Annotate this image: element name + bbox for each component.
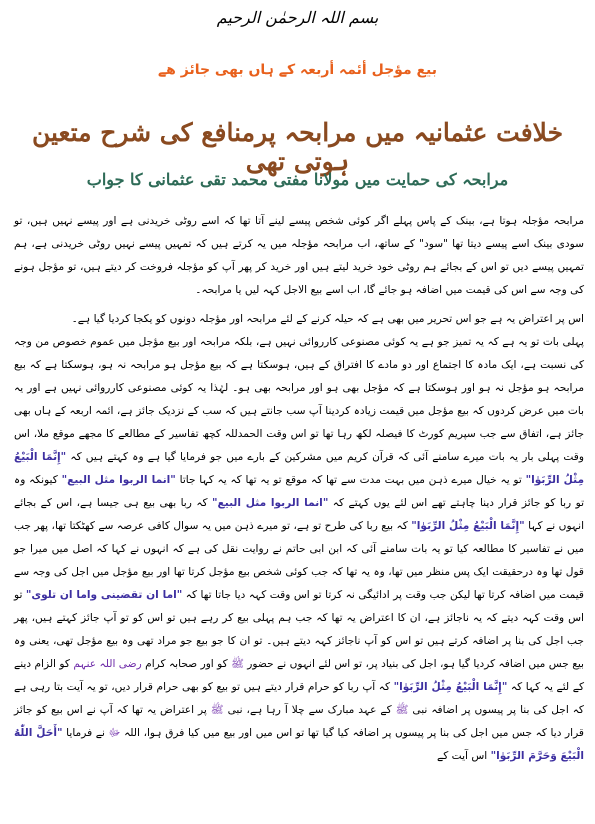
paragraph-3-cont5: تو اس وقت کہہ دیتے کہ یہ ناجائز ہے، ان کا اعتراض یہ تھا کہ جب ہم پہلی بیع کر رہے ہیں تو اس کو تو آپ جائز کہتے ہیں، پھر جب اجل کی بنا پر اضافہ کرتے ہیں تو اس کو آپ ناجائز کہہ دیتے ہیں۔ تو ان کا جو بیع جو مراد تھی وہ بیع مؤجل تھی، یعنی وہ بیع جس میں اضافہ کردیا گیا ہو، اجل کی بنیاد پر، تو اس لئے انہوں نے حضور [14, 589, 584, 670]
paragraph-3-cont8: کہ آپ ربا کو حرام قرار دیتے ہیں تو بیع کو بھی حرام قرار دیں، تو یہ آیت بتا رہی ہے کہ اجل کی بنا پر پیسوں پر اضافہ نبی [14, 681, 584, 716]
quote-urdu-2: "انما الربوا مثل البیع" [212, 497, 329, 509]
paragraph-1: مرابحہ مؤجلہ ہوتا ہے، بینک کے پاس پہلے اگر کوئی شخص پیسے لینے آتا تھا کہ اسے روٹی خریدنی ہے اور پیسے نہیں ہیں، تو سودی بینک اسے پیسے دیتا تھا "سود" کے ساتھ، اب مرابحہ مؤجلہ میں یہ کرتے ہیں کہ تمہیں پیسے نہیں روٹی خریدنی ہے، ہم تمہیں پیسے دیں تو اس کے بجائے ہم روٹی خود خرید لیتے ہیں اور خرید کر پھر آپ کو مؤجلہ فروخت کر دیتے ہیں، تو مؤجل ہونے کی وجہ سے اس کی قیمت میں اضافہ ہو جائے گا، اب اسے بیع الاجل کہہ لیں یا مرابحہ۔ [14, 215, 584, 296]
paragraph-3-cont7: کو الزام دینے کے لئے یہ کہا کہ [14, 658, 584, 693]
quote-urdu-1: "انما الربوا مثل البیع" [61, 474, 176, 486]
page-title: خلافت عثمانیہ میں مرابحہ پرمنافع کی شرح متعین ہوتی تھی [31, 118, 564, 176]
quran-quote-2: "إِنَّمَا الْبَيْعُ مِثْلُ الرِّبَوٰا" [411, 520, 525, 532]
quran-quote-3: "إِنَّمَا الْبَيْعُ مِثْلُ الرِّبَوٰا" [393, 681, 508, 693]
quran-quote-1: "إِنَّمَا الْبَيْعُ مِثْلُ الرِّبَوٰا" [14, 451, 584, 486]
page-subtitle: مرابحہ کی حمایت میں مولانا مفتی محمد تقی عثمانی کا جواب [86, 170, 509, 189]
quote-urdu-3: "اما ان تقضینی واما ان تلوی" [25, 589, 183, 601]
bismillah-heading: بسم اللہ الرحمٰن الرحیم [216, 8, 379, 27]
article-body [14, 210, 584, 768]
honorific-3: ﷺ [395, 704, 409, 716]
paragraph-3-cont10: پر اعتراض یہ تھا کہ آپ نے اس بیع کو جائز قرار دیا کہ جس میں اجل کی بنا پر پیسوں پر اضافہ کیا گیا تھا تو اس میں اور بیع میں کیا فرق ہوا، اللہ [14, 704, 584, 739]
honorific-2: رضی اللہ عنہم [73, 658, 142, 670]
paragraph-3 [14, 331, 584, 768]
paragraph-2: اس پر اعتراض یہ ہے جو اس تحریر میں بھی ہے کہ حیلہ کرنے کے لئے مرابحہ اور مؤجلہ دونوں کو یکجا کردیا گیا ہے۔ [71, 313, 584, 325]
paragraph-3-cont6: کو اور صحابہ کرام [145, 658, 228, 670]
honorific-5: ﷻ [108, 727, 121, 739]
paragraph-3-cont3: کہ ربا بھی بیع ہی جیسا ہے، اس کے بجائے انہوں نے کہا [14, 497, 585, 532]
paragraph-3-cont12: اس آیت کے [437, 750, 488, 762]
paragraph-3-cont9: کے عہد مبارک سے چلا آ رہا ہے، نبی [227, 704, 392, 716]
paragraph-3-cont4: کہ بیع ربا کی طرح تو ہے، تو میرے ذہن میں یہ سوال کافی عرصہ سے کھٹکتا تھا، پھر جب میں نے تفاسیر کا مطالعہ کیا تو یہ بات سامنے آئی کہ ابن ابی حاتم نے روایت نقل کی ہے کہ انہوں نے کہا کہ اصل میں میرا جو قول تھا وہ درحقیقت ایک پس منظر میں تھا، وہ یہ تھا کہ جب کوئی شخص بیع مؤجل کرتا تھا اور بیع مؤجل میں اجل کی وجہ سے قیمت میں اضافہ کرتا تھا لیکن جب وقت پر ادائیگی نہ کرتا تو اس وقت کہہ دیا جاتا تھا کہ [14, 520, 584, 601]
quran-quote-4: "أَحَلَّ اللّٰهُ الْبَيْعَ وَحَرَّمَ الرِّبَوٰا" [14, 727, 584, 762]
honorific-4: ﷺ [210, 704, 224, 716]
paragraph-3-cont: تو یہ خیال میرے ذہن میں بہت مدت سے تھا کہ موقع تو یہ تھا کہ یہ کہا جاتا [179, 474, 522, 486]
paragraph-3-text: پہلی بات تو یہ ہے کہ یہ تمیز جو ہے یہ کوئی مصنوعی کارروائی نہیں ہے، بلکہ مرابحہ اور بیع مؤجل میں عموم خصوص من وجہ کی نسبت ہے، ایک مادہ کا اجتماع اور دو مادے کا افتراق کے ہیں، ہوسکتا ہے کہ بیع مؤجل ہو مرابحہ نہ ہو، ہوسکتا ہے کہ بیع مرابحہ ہو مؤجل نہ ہو اور ہوسکتا ہے کہ مؤجل بھی ہو اور مرابحہ بھی ہو۔ لہٰذا یہ کوئی مصنوعی کارروائی نہیں ہے اور یہ بات میں عرض کردوں کہ بیع مؤجل میں قیمت زیادہ کردینا آپ سب جانتے ہیں کہ سب کے نزدیک جائز ہے، ائمہ اربعہ کے ہاں بھی جائز ہے، اتفاق سے جب سپریم کورٹ کا فیصلہ لکھ رہا تھا تو اس وقت الحمدللہ کچھ تفاسیر کے مطالعے کا مجھے موقع ملا، اس وقت پہلی بار یہ بات میرے سامنے آئی کہ قرآن کریم میں مشرکین کے بارے میں جو فرمایا گیا ہے وہ کہتے ہیں کہ [14, 336, 584, 463]
honorific-1: ﷺ [231, 658, 244, 670]
subheading: بیع مؤجل أئمہ أربعہ کے ہاں بھی جائز ھے [157, 62, 438, 78]
paragraph-3-cont2: کیونکہ وہ تو ربا کو جائز قرار دینا چاہتے تھے اس لئے یوں کہتے کہ [14, 474, 585, 509]
paragraph-3-cont11: نے فرمایا [66, 727, 105, 739]
